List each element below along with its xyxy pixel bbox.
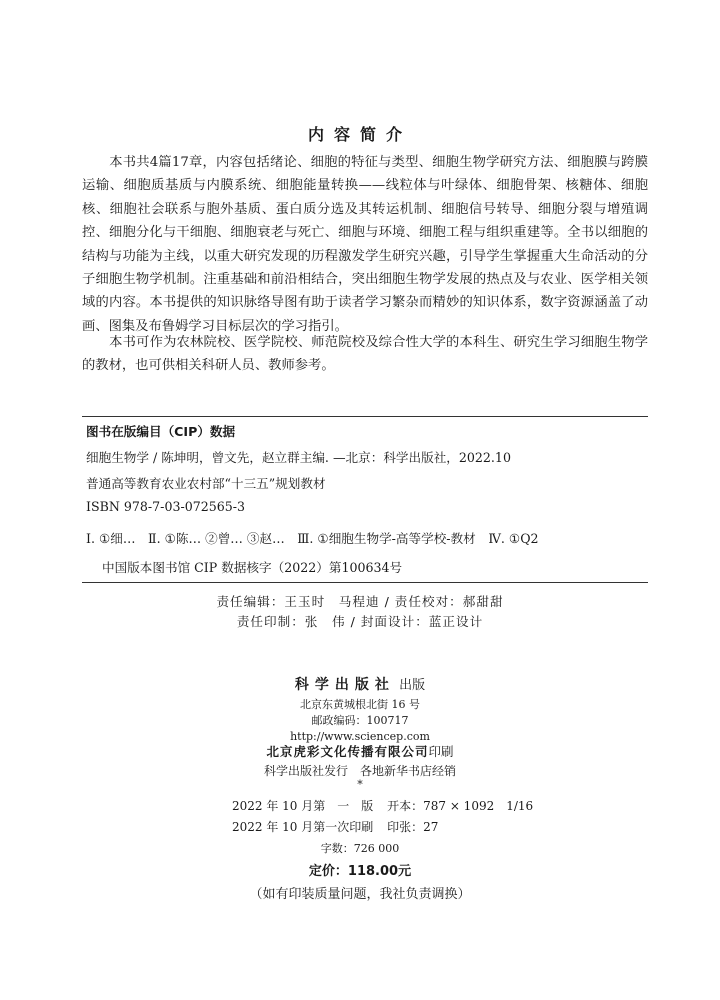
summary-paragraph-2 — [82, 331, 648, 378]
publisher-url-text: http://www.sciencep.com — [290, 730, 430, 743]
divider-top — [82, 416, 648, 417]
printing-sheets: 印张：27 — [387, 820, 439, 834]
cip-line-5: 中国版本图书馆 CIP 数据核字（2022）第100634号 — [102, 560, 403, 575]
staff-printing: 责任印制：张 伟 / 封面设计：蓝正设计 — [236, 614, 484, 629]
quality-note: （如有印装质量问题，我社负责调换） — [249, 887, 471, 902]
summary-paragraph-1-text: 本书共4篇17章，内容包括绪论、细胞的特征与类型、细胞生物学研究方法、细胞膜与跨膜运输、细胞质基质与内膜系统、细胞能量转换——线粒体与叶绿体、细胞骨架、核糖体、细胞核、细胞社会联系与胞外基质、蛋白质分选及其转运机制、细胞信号转导、细胞分裂与增殖调控、细胞分化与干细胞、细胞衰老与死亡、细胞与环境、细胞工程与组织重建等。全书以细胞的结构与功能为主线，以重大研究发现的历程激发学生研究兴趣，引导学生掌握重大生命活动的分子细胞生物学机制。注重基础和前沿相结合，突出细胞生物学发展的热点及与农业、医学相关领域的内容。本书提供的知识脉络导图有助于读者学习繁杂而精妙的知识体系，数字资源涵盖了动画、图集及布鲁姆学习目标层次的学习指引。 — [82, 155, 648, 334]
cip-line-1: 细胞生物学 / 陈坤明，曾文先，赵立群主编. —北京：科学出版社，2022.10 — [86, 450, 511, 465]
summary-title: 内容简介 — [307, 125, 412, 144]
printing-date: 2022 年 10 月第一次印刷 — [232, 820, 374, 834]
publisher-postcode-text: 邮政编码：100717 — [311, 714, 409, 727]
printer-line — [0, 742, 720, 760]
separator-star: * — [357, 778, 363, 791]
edition-date: 2022 年 10 月第 一 版 — [232, 799, 374, 813]
cip-line-4: Ⅰ. ①细… Ⅱ. ①陈… ②曾… ③赵… Ⅲ. ①细胞生物学-高等学校-教材 Ⅳ. ①Q2 — [86, 531, 539, 546]
publisher-suffix: 出版 — [399, 678, 426, 693]
printer-suffix: 印刷 — [428, 744, 454, 759]
edition-line — [232, 797, 533, 814]
cip-line-2: 普通高等教育农业农村部“十三五”规划教材 — [86, 476, 326, 491]
edition-format: 开本：787 × 1092 1/16 — [387, 799, 534, 813]
price-value: 118.00元 — [347, 864, 412, 879]
summary-paragraph-2-text: 本书可作为农林院校、医学院校、师范院校及综合性大学的本科生、研究生学习细胞生物学的教材，也可供相关科研人员、教师参考。 — [82, 335, 648, 374]
cip-line-3: ISBN 978-7-03-072565-3 — [86, 499, 246, 514]
printer-name: 北京虎彩文化传播有限公司 — [266, 744, 429, 759]
publisher-logo-text: 科学出版社 — [294, 677, 395, 693]
printing-line — [232, 818, 438, 835]
publisher-address-text: 北京东黄城根北街 16 号 — [300, 698, 420, 711]
staff-editors: 责任编辑：王玉时 马程迪 / 责任校对：郝甜甜 — [216, 594, 504, 609]
cip-heading: 图书在版编目（CIP）数据 — [86, 424, 236, 439]
price-line — [0, 860, 720, 879]
word-count: 字数：726 000 — [320, 842, 400, 855]
divider-bottom — [82, 582, 648, 583]
distribution-line: 科学出版社发行 各地新华书店经销 — [263, 764, 456, 778]
publisher-line — [0, 674, 720, 694]
summary-paragraph-1 — [82, 151, 648, 338]
price-label: 定价： — [308, 864, 348, 879]
